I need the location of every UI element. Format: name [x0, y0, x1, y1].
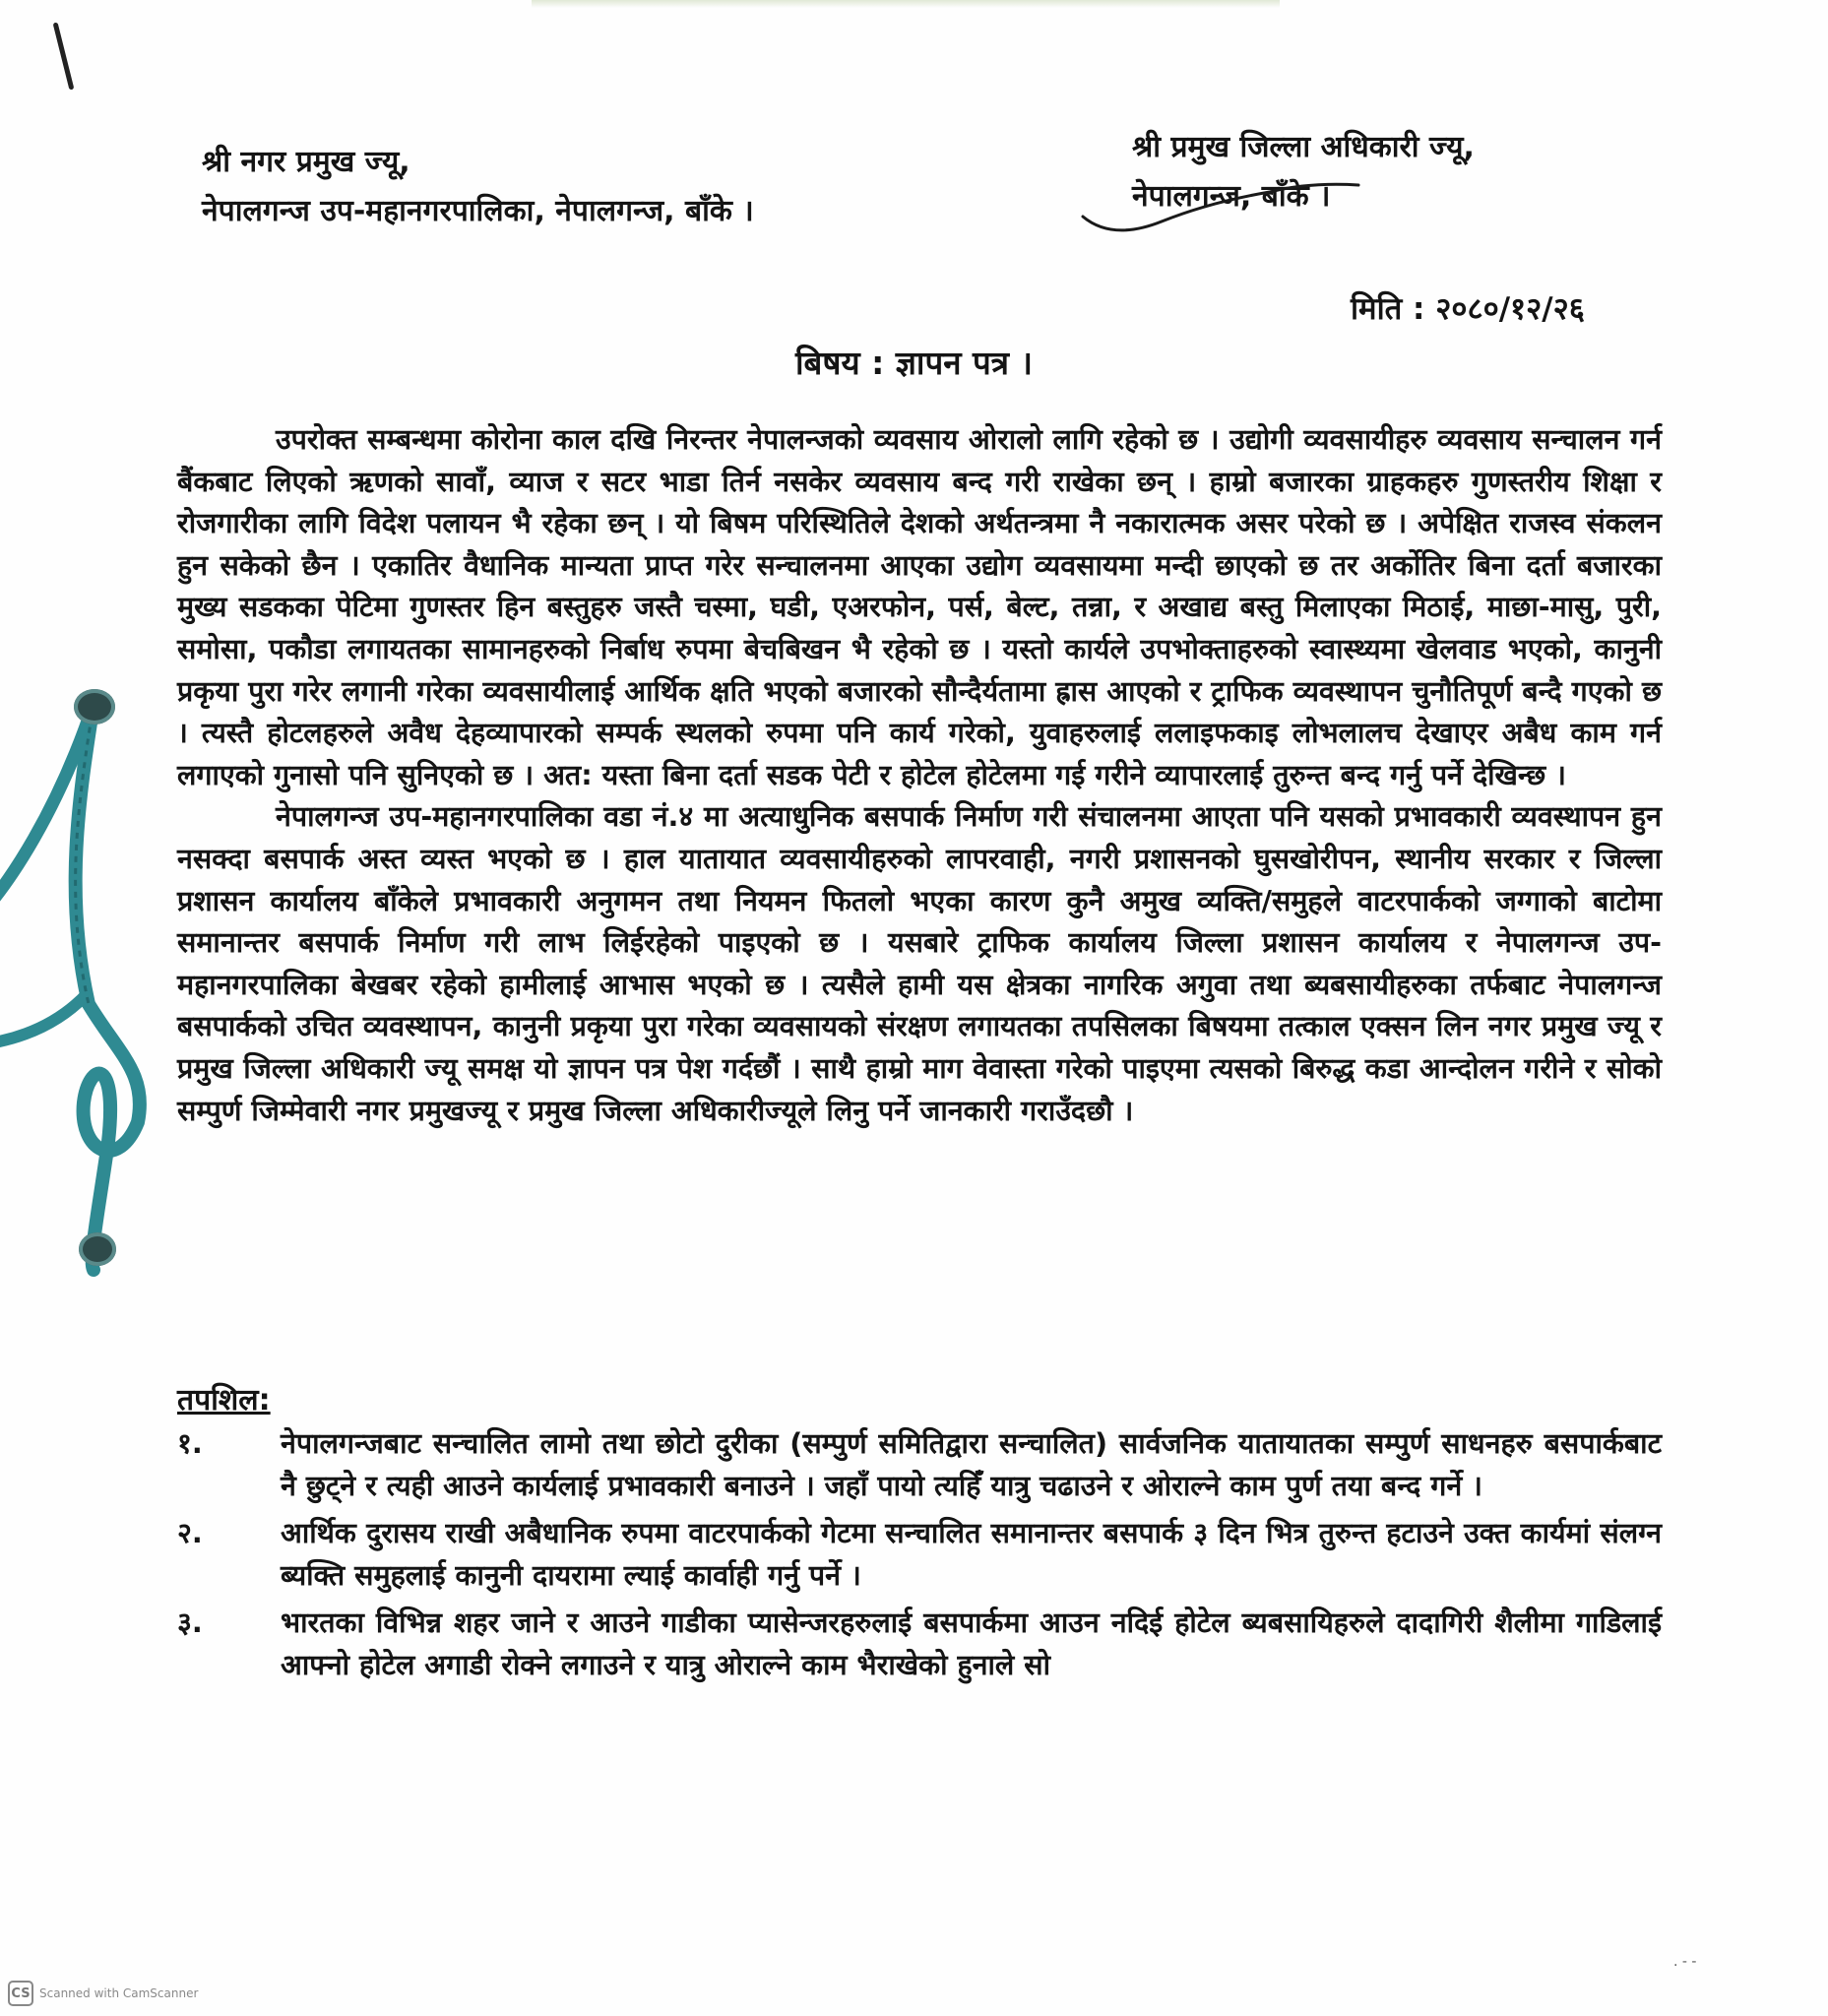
- binding-cord: [0, 679, 236, 1299]
- binder-hole: [79, 1232, 116, 1266]
- schedule-item: [177, 1512, 1662, 1596]
- letter-subject: बिषय : ज्ञापन पत्र ।: [795, 344, 1033, 382]
- schedule-heading: तपशिल:: [177, 1383, 271, 1418]
- letter-body: [177, 418, 1662, 1131]
- camscanner-logo-icon: CS: [8, 1981, 33, 2006]
- schedule-item-text: भारतका विभिन्न शहर जाने र आउने गाडीका प्यासेन्जरहरुलाई बसपार्कमा आउन नदिई होटेल ब्यबसायिहरुले दादागिरी शैलीमा गाडिलाई आफ्नो होटेल अगाडी रोक्ने लगाउने र यात्रु ओराल्ने काम भैराखेको हुनाले सो: [281, 1606, 1662, 1681]
- schedule-item-number: ३.: [177, 1606, 203, 1640]
- watermark-text: Scanned with CamScanner: [39, 1986, 199, 2000]
- pen-mark: [53, 22, 75, 90]
- schedule-item-number: १.: [177, 1426, 203, 1460]
- schedule-item: [177, 1602, 1662, 1685]
- schedule-item-number: २.: [177, 1516, 203, 1550]
- body-paragraph-1: उपरोक्त सम्बन्धमा कोरोना काल दखि निरन्तर नेपालन्जको व्यवसाय ओरालो लागि रहेको छ । उद्योगी व्यवसायीहरु व्यवसाय सन्चालन गर्न बैंकबाट लिएको ऋणको सावाँ, व्याज र सटर भाडा तिर्न नसकेर व्यवसाय बन्द गरी राखेका छन् । हाम्रो बजारका ग्राहकहरु गुणस्तरीय शिक्षा र रोजगारीका लागि विदेश पलायन भै रहेका छन् । यो बिषम परिस्थितिले देशको अर्थतन्त्रमा नै नकारात्मक असर परेको छ । अपेक्षित राजस्व संकलन हुन सकेको छैन । एकातिर वैधानिक मान्यता प्राप्त गरेर सन्चालनमा आएका उद्योग व्यवसायमा मन्दी छाएको छ तर अर्कोतिर बिना दर्ता बजारका मुख्य सडकका पेटिमा गुणस्तर हिन बस्तुहरु जस्तै चस्मा, घडी, एअरफोन, पर्स, बेल्ट, तन्ना, र अखाद्य बस्तु मिलाएका मिठाई, माछा-मासु, पुरी, समोसा, पकौडा लगायतका सामानहरुको निर्बाध रुपमा बेचबिखन भै रहेको छ । यस्तो कार्यले उपभोक्ताहरुको स्वास्थ्यमा खेलवाड भएको, कानुनी प्रकृया पुरा गरेर लगानी गरेका व्यवसायीलाई आर्थिक क्षति भएको बजारको सौन्दैर्यतामा ह्रास आएको र ट्राफिक व्यवस्थापन चुनौतिपूर्ण बन्दै गएको छ । त्यस्तै होटलहरुले अवैध देहव्यापारको सम्पर्क स्थलको रुपमा पनि कार्य गरेको, युवाहरुलाई ललाइफकाइ लोभलालच देखाएर अबैध काम गर्न लगाएको गुनासो पनि सुनिएको छ । अत: यस्ता बिना दर्ता सडक पेटी र होटेल होटेलमा गई गरीने व्यापारलाई तुरुन्त बन्द गर्नु पर्ने देखिन्छ ।: [177, 422, 1662, 791]
- signature-stroke: [1073, 148, 1368, 246]
- schedule-item-text: नेपालगन्जबाट सन्चालित लामो तथा छोटो दुरीका (सम्पुर्ण समितिद्वारा सन्चालित) सार्वजनिक यातायातका सम्पुर्ण साधनहरु बसपार्कबाट नै छुट्ने र त्यही आउने कार्यलाई प्रभावकारी बनाउने । जहाँ पायो त्यहिँ यात्रु चढाउने र ओराल्ने काम पुर्ण तया बन्द गर्ने ।: [281, 1426, 1662, 1502]
- scanner-watermark: [8, 1981, 198, 2006]
- page-marks: . - -: [1673, 1954, 1697, 1970]
- schedule-item-text: आर्थिक दुरासय राखी अबैधानिक रुपमा वाटरपार्कको गेटमा सन्चालित समानान्तर बसपार्क ३ दिन भित्र तुरुन्त हटाउने उक्त कार्यमां संलग्न ब्यक्ति समुहलाई कानुनी दायरामा ल्याई कार्वाही गर्नु पर्ने ।: [281, 1516, 1662, 1592]
- letter-date: मिति : २०८०/१२/२६: [1351, 291, 1585, 327]
- recipient-right-line2: नेपालगन्ज, बाँके ।: [1132, 179, 1331, 214]
- recipient-address-left: [202, 138, 754, 236]
- body-paragraph-2: नेपालगन्ज उप-महानगरपालिका वडा नं.४ मा अत्याधुनिक बसपार्क निर्माण गरी संचालनमा आएता पनि यसको प्रभावकारी व्यवस्थापन हुन नसक्दा बसपार्क अस्त व्यस्त भएको छ । हाल यातायात व्यवसायीहरुको लापरवाही, नगरी प्रशासनको घुसखोरीपन, स्थानीय सरकार र जिल्ला प्रशासन कार्यालय बाँकेले प्रभावकारी अनुगमन तथा नियमन फितलो भएका कारण कुनै अमुख व्यक्ति/समुहले वाटरपार्कको जग्गाको बाटोमा समानान्तर बसपार्क निर्माण गरी लाभ लिईरहेको पाइएको छ । यसबारे ट्राफिक कार्यालय जिल्ला प्रशासन कार्यालय र नेपालगन्ज उप-महानगरपालिका बेखबर रहेको हामीलाई आभास भएको छ । त्यसैले हामी यस क्षेत्रका नागरिक अगुवा तथा ब्यबसायीहरुका तर्फबाट नेपालगन्ज बसपार्कको उचित व्यवस्थापन, कानुनी प्रकृया पुरा गरेका व्यवसायको संरक्षण लगायतका तपसिलका बिषयमा तत्काल एक्सन लिन नगर प्रमुख ज्यू र प्रमुख जिल्ला अधिकारी ज्यू समक्ष यो ज्ञापन पत्र पेश गर्दछौं । साथै हाम्रो माग वेवास्ता गरेको पाइएमा त्यसको बिरुद्ध कडा आन्दोलन गरीने र सोको सम्पुर्ण जिम्मेवारी नगर प्रमुखज्यू र प्रमुख जिल्ला अधिकारीज्यूले लिनु पर्ने जानकारी गराउँदछौ ।: [177, 799, 1663, 1127]
- recipient-left-line1: श्री नगर प्रमुख ज्यू,: [202, 145, 410, 179]
- recipient-right-line1: श्री प्रमुख जिल्ला अधिकारी ज्यू,: [1132, 130, 1475, 164]
- binder-hole: [74, 689, 115, 724]
- recipient-left-line2: नेपालगन्ज उप-महानगरपालिका, नेपालगन्ज, बाँके ।: [202, 194, 754, 228]
- schedule-item: [177, 1422, 1662, 1506]
- scan-smudge: [532, 0, 1280, 8]
- schedule-list: [177, 1422, 1662, 1692]
